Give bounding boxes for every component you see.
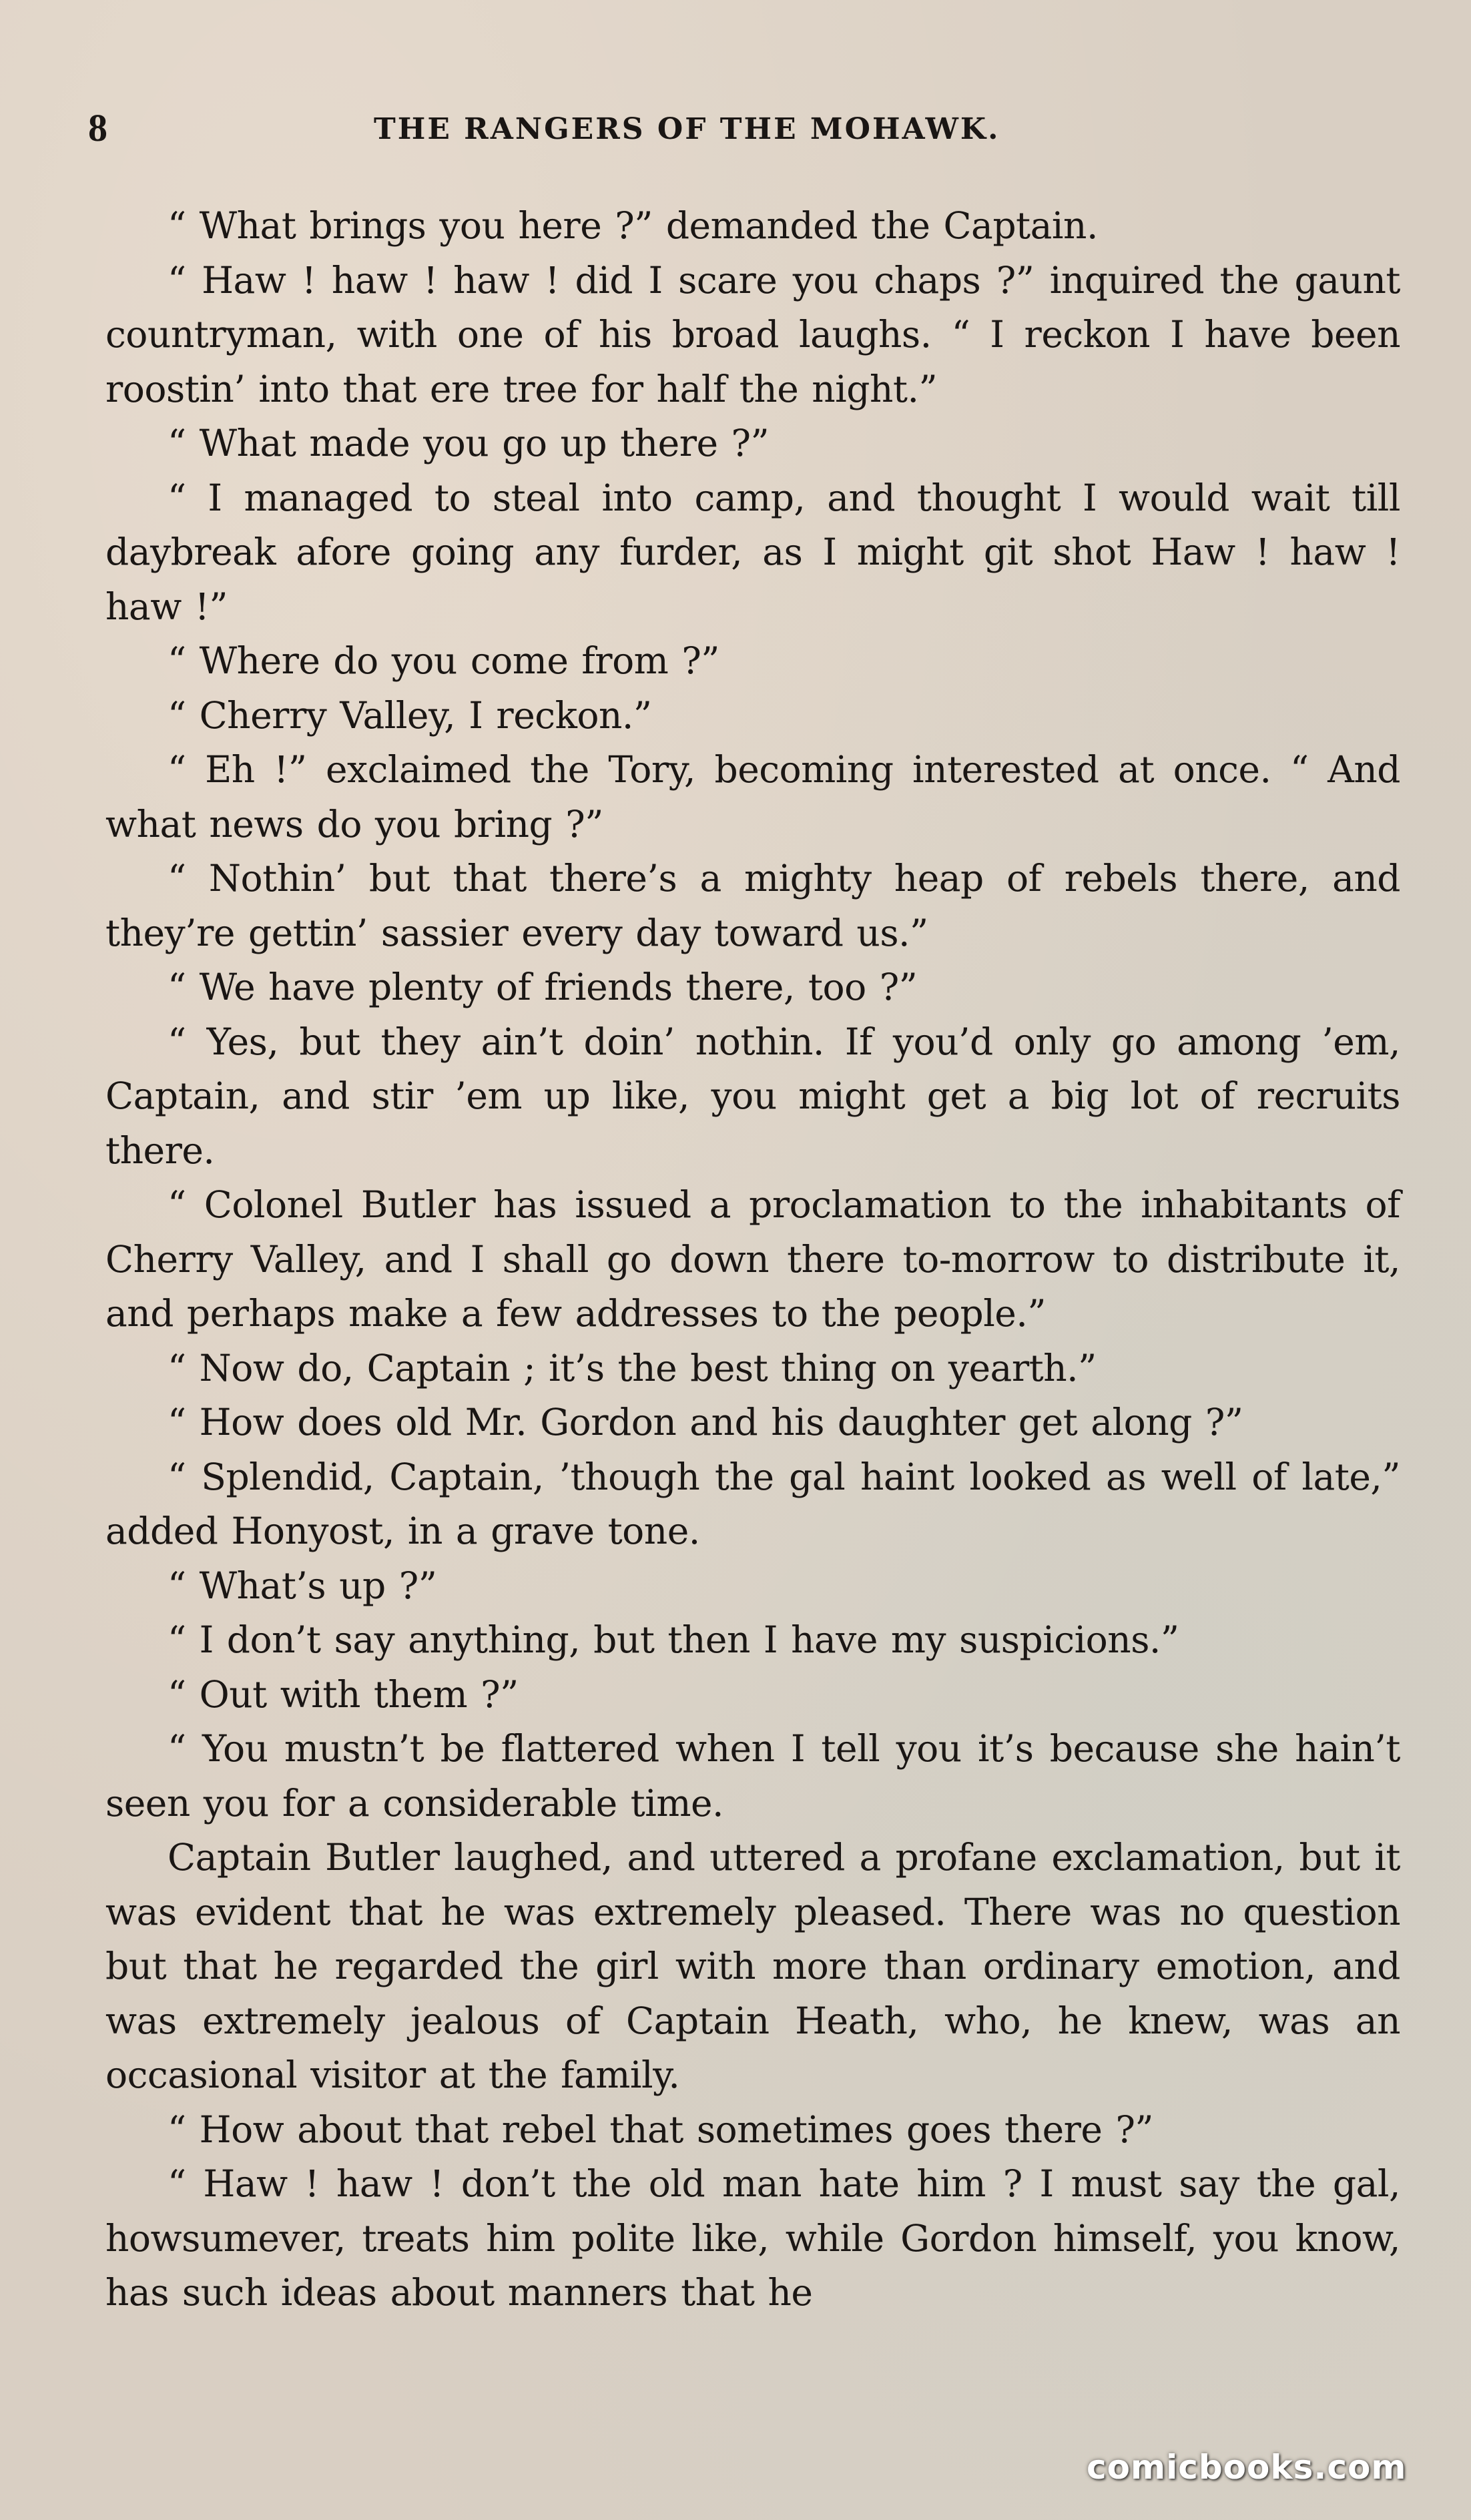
paragraph: “ I don’t say anything, but then I have my suspicions.” (168, 1618, 1179, 1661)
watermark-text: comicbooks.com (1087, 2448, 1407, 2487)
page-number: 8 (88, 106, 107, 149)
paragraph: “ Cherry Valley, I reckon.” (168, 693, 652, 737)
paragraph: “ Colonel Butler has issued a proclamation to the inhabitants of Cherry Valley, and I shall go down there to-morrow to distribute it, and perhaps make a few addresses to the people.” (105, 1183, 1400, 1335)
paragraph: “ What brings you here ?” demanded the Captain. (168, 204, 1098, 247)
paragraph: “ I managed to steal into camp, and thought I would wait till daybreak afore going any furder, as I might git shot Haw ! haw ! haw !” (105, 476, 1400, 628)
paragraph: “ What’s up ?” (168, 1564, 437, 1607)
paragraph: “ What made you go up there ?” (168, 422, 770, 464)
paragraph: “ We have plenty of friends there, too ?” (168, 966, 918, 1008)
paragraph: “ How does old Mr. Gordon and his daughter get along ?” (168, 1401, 1243, 1444)
paragraph: “ How about that rebel that sometimes goes there ?” (168, 2108, 1154, 2151)
paragraph: “ Out with them ?” (168, 1672, 519, 1716)
paragraph: “ Eh !” exclaimed the Tory, becoming interested at once. “ And what news do you bring ?” (105, 748, 1400, 846)
paragraph: “ Splendid, Captain, ’though the gal haint looked as well of late,” added Honyost, in a grave tone. (105, 1455, 1400, 1552)
paragraph: “ You mustn’t be flattered when I tell you it’s because she hain’t seen you for a considerable time. (105, 1727, 1400, 1825)
paragraph: “ Haw ! haw ! don’t the old man hate him ? I must say the gal, howsumever, treats him polite like, while Gordon himself, you know, has such ideas about manners that he (105, 2162, 1400, 2314)
running-header: THE RANGERS OF THE MOHAWK. (374, 112, 1000, 146)
body-text (105, 199, 1400, 2320)
paragraph: “ Now do, Captain ; it’s the best thing on yearth.” (168, 1346, 1097, 1389)
paragraph: “ Yes, but they ain’t doin’ nothin. If you’d only go among ’em, Captain, and stir ’em up like, you might get a big lot of recruits there. (105, 1020, 1400, 1172)
paragraph: Captain Butler laughed, and uttered a profane exclamation, but it was evident that he was extremely pleased. There was no question but that he regarded the girl with more than ordinary emotion, and was extremely jealous of Captain Heath, who, he knew, was an occasional visitor at the family. (105, 1836, 1400, 2096)
paragraph: “ Haw ! haw ! haw ! did I scare you chaps ?” inquired the gaunt countryman, with one of his broad laughs. “ I reckon I have been roostin’ into that ere tree for half the night.” (105, 258, 1400, 410)
paragraph: “ Nothin’ but that there’s a mighty heap of rebels there, and they’re gettin’ sassier every day toward us.” (105, 857, 1400, 954)
paragraph: “ Where do you come from ?” (168, 639, 719, 682)
